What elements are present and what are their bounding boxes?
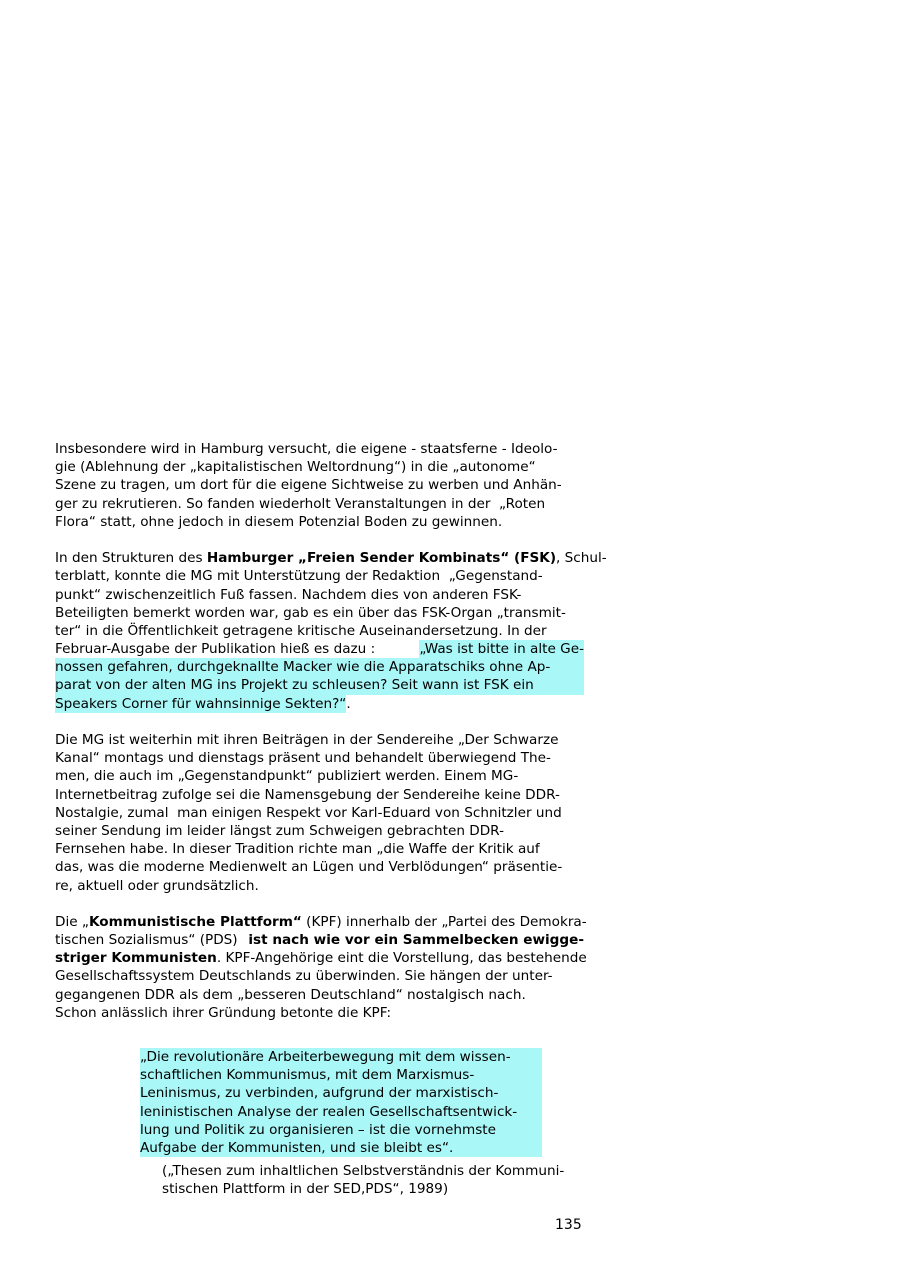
text-line (55, 640, 584, 658)
text-line (55, 731, 584, 749)
text-span: Flora“ statt, ohne jedoch in diesem Potenzial Boden zu gewinnen. (55, 513, 503, 530)
text-span: leninistischen Analyse der realen Gesellschaftsentwick- (140, 1103, 518, 1120)
text-line (55, 877, 584, 895)
text-span: Beteiligten bemerkt worden war, gab es ein über das FSK-Organ „transmit- (55, 604, 566, 621)
quote-citation (162, 1162, 584, 1198)
text-line (55, 476, 584, 494)
text-span: Fernsehen habe. In dieser Tradition richte man „die Waffe der Kritik auf (55, 841, 540, 858)
bold-term-fsk: Hamburger „Freien Sender Kombinats“ (FSK) (206, 550, 557, 567)
text-line (55, 786, 584, 804)
text-span: punkt“ zwischenzeitlich Fuß fassen. Nachdem dies von anderen FSK- (55, 586, 522, 603)
text-span: , Schul- (556, 550, 607, 567)
text-line (55, 586, 584, 604)
text-span: Aufgabe der Kommunisten, und sie bleibt es“. (140, 1139, 454, 1156)
text-span: Szene zu tragen, um dort für die eigene Sichtweise zu werben und Anhän- (55, 477, 562, 494)
text-line (55, 749, 584, 767)
bold-statement: ist nach wie vor ein Sammelbecken ewigge- (248, 932, 584, 949)
text-line (55, 931, 584, 949)
document-body (55, 440, 607, 1040)
citation-line (162, 1162, 584, 1180)
text-span: Februar-Ausgabe der Publikation hieß es dazu : (55, 641, 380, 658)
text-line (55, 549, 607, 567)
bold-term-kpf: Kommunistische Plattform“ (88, 913, 302, 930)
text-line (55, 567, 584, 585)
text-line (55, 604, 584, 622)
text-span: In den Strukturen des (55, 550, 207, 567)
text-span: seiner Sendung im leider längst zum Schweigen gebrachten DDR- (55, 822, 504, 839)
text-line (55, 695, 584, 713)
text-span: Nostalgie, zumal man einigen Respekt vor Karl-Eduard von Schnitzler und (55, 804, 562, 821)
quote-line (140, 1103, 542, 1121)
text-span: stischen Plattform in der SED,PDS“, 1989) (162, 1181, 449, 1198)
text-span: Kanal“ montags und dienstags präsent und behandelt überwiegend The- (55, 750, 551, 767)
quote-line (140, 1139, 542, 1157)
text-span: ter“ in die Öffentlichkeit getragene kritische Auseinandersetzung. In der (55, 622, 547, 639)
highlighted-quote-line (55, 676, 584, 694)
text-span: lung und Politik zu organisieren – ist die vornehmste (140, 1121, 496, 1138)
text-line (55, 513, 584, 531)
highlighted-quote: Speakers Corner für wahnsinnige Sekten?“ (55, 695, 347, 712)
quote-line (140, 1084, 542, 1102)
page-number: 135 (555, 1217, 582, 1233)
text-span: Die MG ist weiterhin mit ihren Beiträgen in der Sendereihe „Der Schwarze (55, 732, 559, 748)
text-line (55, 440, 584, 458)
text-span: (KPF) innerhalb der „Partei des Demokra- (301, 913, 587, 930)
text-line (55, 1004, 584, 1022)
text-line (55, 913, 587, 931)
text-span: gegangenen DDR als dem „besseren Deutschland“ nostalgisch nach. (55, 986, 526, 1003)
block-quote (140, 1048, 542, 1157)
text-span: Insbesondere wird in Hamburg versucht, die eigene - staatsferne - Ideolo- (55, 441, 558, 457)
citation-line (162, 1180, 584, 1198)
text-span: Schon anlässlich ihrer Gründung betonte die KPF: (55, 1004, 392, 1021)
quote-line (140, 1048, 542, 1066)
paragraph-kpf (55, 913, 587, 1022)
text-span: parat von der alten MG ins Projekt zu schleusen? Seit wann ist FSK ein (55, 677, 534, 694)
text-span: Die „ (55, 913, 89, 930)
text-line (55, 822, 584, 840)
paragraph-hamburg-ideology (55, 440, 584, 531)
text-span: „Die revolutionäre Arbeiterbewegung mit dem wissen- (140, 1049, 511, 1065)
text-span: das, was die moderne Medienwelt an Lügen und Verblödungen“ präsentie- (55, 859, 563, 876)
quote-line (140, 1066, 542, 1084)
text-span: Leninismus, zu verbinden, aufgrund der marxistisch- (140, 1085, 499, 1102)
text-span: terblatt, konnte die MG mit Unterstützung der Redaktion „Gegenstand- (55, 568, 543, 585)
text-line (55, 458, 584, 476)
text-span: nossen gefahren, durchgeknallte Macker wie die Apparatschiks ohne Ap- (55, 659, 551, 676)
text-span: Gesellschaftssystem Deutschlands zu überwinden. Sie hängen der unter- (55, 968, 553, 985)
text-line (55, 767, 584, 785)
text-span: („Thesen zum inhaltlichen Selbstverständnis der Kommuni- (162, 1163, 565, 1179)
paragraph-schwarzer-kanal (55, 731, 584, 895)
bold-statement: striger Kommunisten (55, 950, 217, 967)
text-span: tischen Sozialismus“ (PDS) (55, 932, 242, 949)
text-line (55, 858, 584, 876)
text-line (55, 967, 584, 985)
text-span: ger zu rekrutieren. So fanden wiederholt Veranstaltungen in der „Roten (55, 495, 546, 512)
text-line (55, 986, 584, 1004)
highlighted-quote: „Was ist bitte in alte Ge- (419, 641, 584, 658)
highlighted-quote-line (55, 658, 584, 676)
text-span: re, aktuell oder grundsätzlich. (55, 877, 259, 894)
text-line (55, 840, 584, 858)
text-span: . (346, 695, 351, 712)
text-span: . KPF-Angehörige eint die Vorstellung, das bestehende (216, 950, 587, 967)
text-span: Internetbeitrag zufolge sei die Namensgebung der Sendereihe keine DDR- (55, 786, 560, 803)
paragraph-fsk (55, 549, 607, 713)
text-line (55, 949, 587, 967)
text-line (55, 495, 584, 513)
text-line (55, 804, 584, 822)
text-span: men, die auch im „Gegenstandpunkt“ publiziert werden. Einem MG- (55, 768, 519, 785)
text-span: schaftlichen Kommunismus, mit dem Marxismus- (140, 1067, 475, 1084)
text-span: gie (Ablehnung der „kapitalistischen Weltordnung“) in die „autonome“ (55, 459, 536, 476)
text-line (55, 622, 584, 640)
quote-line (140, 1121, 542, 1139)
